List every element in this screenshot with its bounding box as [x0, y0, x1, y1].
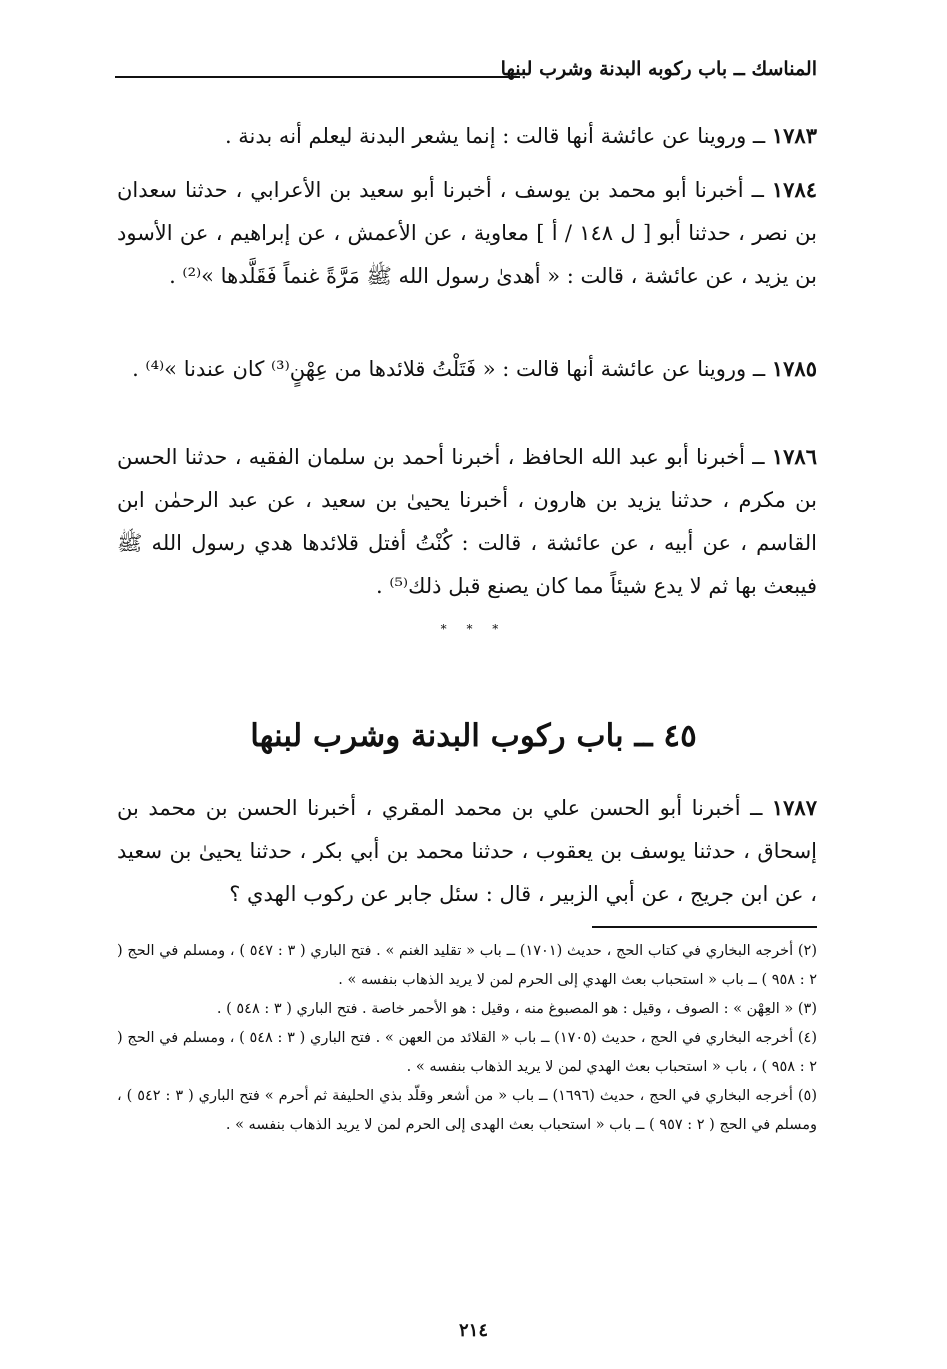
hadith-text: ــ أخبرنا أبو محمد بن يوسف ، أخبرنا أبو سعيد بن الأعرابي ، حدثنا سعدان بن نصر ، حدثنا أبو [ ل ١٤٨ / أ ] معاوية ، عن الأعمش ، عن إبراهيم ، عن الأسود بن يزيد ، عن عائشة ، قالت : « أهدىٰ رسول الله ﷺ مَرَّةً غنماً فَقَلَّدها »⁽²⁾ . [117, 178, 817, 288]
footnote-3: (٣) « العِهْن » : الصوف ، وقيل : هو المصبوغ منه ، وقيل : هو الأحمر خاصة . فتح الباري ( ٣ : ٥٤٨ ) . [216, 1001, 817, 1017]
hadith-number: ١٧٨٣ [771, 123, 817, 148]
header-rule [115, 76, 520, 78]
chapter-title: ٤٥ ــ باب ركوب البدنة وشرب لبنها [250, 718, 697, 754]
hadith-text: ــ وروينا عن عائشة أنها قالت : « فَتَلْتُ قلائدها من عِهْنٍ⁽³⁾ كان عندنا »⁽⁴⁾ . [132, 357, 766, 381]
hadith-1785 [117, 347, 817, 391]
page-number: ٢١٤ [458, 1320, 488, 1341]
hadith-text: ــ وروينا عن عائشة أنها قالت : إنما يشعر البدنة ليعلم أنه بدنة . [224, 124, 766, 148]
hadith-number: ١٧٨٥ [771, 356, 817, 381]
section-separator: * * * [440, 622, 507, 636]
hadith-1783 [117, 114, 817, 158]
hadith-1787 [117, 786, 817, 916]
hadith-number: ١٧٨٦ [771, 444, 817, 469]
footnote-rule [592, 926, 817, 928]
footnote-2: (٢) أخرجه البخاري في كتاب الحج ، حديث (١٧٠١) ــ باب « تقليد الغنم » . فتح الباري ( ٣ : ٥٤٧ ) ، ومسلم في الحج ( ٢ : ٩٥٨ ) ــ باب « استحباب بعث الهدي إلى الحرم لمن لا يريد الذهاب بنفسه » . [117, 943, 817, 988]
hadith-number: ١٧٨٧ [771, 795, 817, 820]
running-header: المناسك ــ باب ركوبه البدنة وشرب لبنها [500, 58, 817, 80]
hadith-number: ١٧٨٤ [771, 177, 818, 202]
hadith-text: ــ أخبرنا أبو الحسن علي بن محمد المقري ، أخبرنا الحسن بن محمد بن إسحاق ، حدثنا يوسف بن يعقوب ، حدثنا محمد بن أبي بكر ، حدثنا يحيىٰ بن سعيد ، عن ابن جريج ، عن أبي الزبير ، قال : سئل جابر عن ركوب الهدي ؟ [117, 796, 817, 906]
hadith-1784 [117, 168, 817, 298]
hadith-1786 [117, 435, 817, 608]
footnote-5: (٥) أخرجه البخاري في الحج ، حديث (١٦٩٦) ــ باب « من أشعر وقلّد بذي الحليفة ثم أحرم » فتح الباري ( ٣ : ٥٤٢ ) ، ومسلم في الحج ( ٢ : ٩٥٧ ) ــ باب « استحباب بعث الهدى إلى الحرم لمن لا يريد الذهاب بنفسه » . [117, 1088, 817, 1133]
footnote-4: (٤) أخرجه البخاري في الحج ، حديث (١٧٠٥) ــ باب « القلائد من العهن » . فتح الباري ( ٣ : ٥٤٨ ) ، ومسلم في الحج ( ٢ : ٩٥٨ ) ، باب « استحباب بعث الهدي لمن لا يريد الذهاب بنفسه » . [117, 1030, 817, 1075]
footnotes [117, 937, 817, 1140]
hadith-text: ــ أخبرنا أبو عبد الله الحافظ ، أخبرنا أحمد بن سلمان الفقيه ، حدثنا الحسن بن مكرم ، حدثنا يزيد بن هارون ، أخبرنا يحيىٰ بن سعيد ، عن عبد الرحمٰن ابن القاسم ، عن أبيه ، عن عائشة ، قالت : كُنْتُ أفتل قلائدها هدي رسول الله ﷺ فيبعث بها ثم لا يدع شيئاً مما كان يصنع قبل ذلك⁽⁵⁾ . [117, 445, 817, 598]
